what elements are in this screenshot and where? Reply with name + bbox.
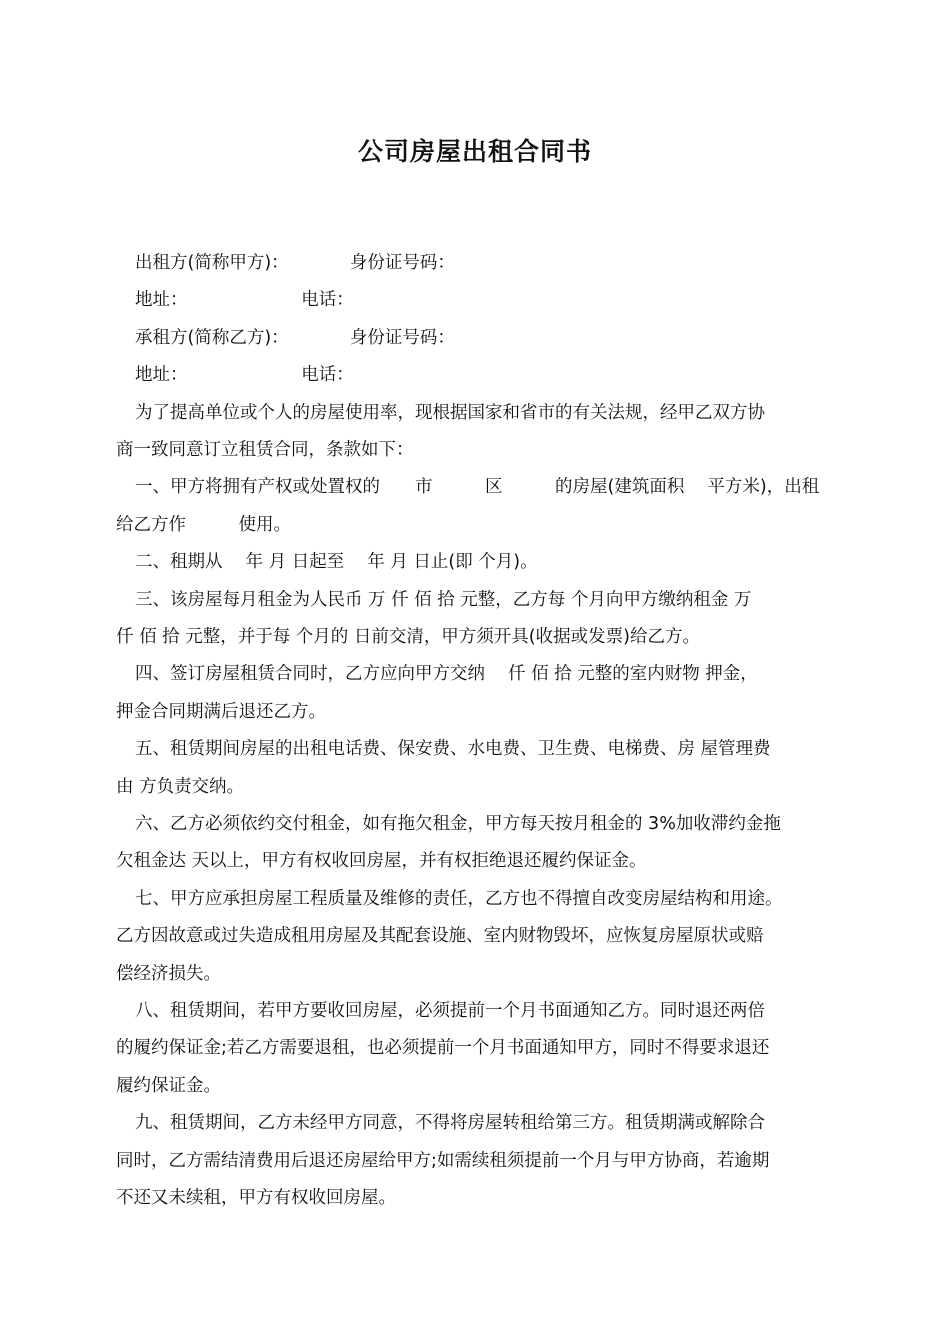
clause-9-line-2: 同时，乙方需结清费用后退还房屋给甲方;如需续租须提前一个月与甲方协商，若逾期 xyxy=(116,1150,770,1171)
clause-9-line-1: 九、租赁期间，乙方未经甲方同意，不得将房屋转租给第三方。租赁期满或解除合 xyxy=(135,1113,765,1134)
clause-8-line-2: 的履约保证金;若乙方需要退租，也必须提前一个月书面通知甲方，同时不得要求退还 xyxy=(116,1038,770,1059)
clause-8-line-3: 履约保证金。 xyxy=(116,1075,221,1096)
clause-3-line-2: 仟 佰 拾 元整，并于每 个月的 日前交清，甲方须开具(收据或发票)给乙方。 xyxy=(116,627,700,647)
clause-8-line-1: 八、租赁期间，若甲方要收回房屋，必须提前一个月书面通知乙方。同时退还两倍 xyxy=(135,1001,765,1021)
clause-7-line-3: 偿经济损失。 xyxy=(116,963,221,984)
clause-6-line-2: 欠租金达 天以上，甲方有权收回房屋，并有权拒绝退还履约保证金。 xyxy=(116,851,647,872)
clause-1-line-1: 一、甲方将拥有产权或处置权的 市 区 的房屋(建筑面积 平方米)，出租 xyxy=(135,477,820,498)
lessee-address-line: 地址： 电话： xyxy=(135,365,354,386)
clause-3-line-1: 三、该房屋每月租金为人民币 万 仟 佰 拾 元整，乙方每 个月向甲方缴纳租金 万 xyxy=(135,589,752,610)
preamble-line-1: 为了提高单位或个人的房屋使用率，现根据国家和省市的有关法规，经甲乙双方协 xyxy=(135,402,765,423)
lessee-line: 承租方(简称乙方)： 身份证号码： xyxy=(135,327,455,348)
clause-5-line-1: 五、租赁期间房屋的出租电话费、保安费、水电费、卫生费、电梯费、房 屋管理费 xyxy=(135,739,771,760)
clause-9-line-3: 不还又未续租，甲方有权收回房屋。 xyxy=(116,1188,396,1208)
clause-7-line-1: 七、甲方应承担房屋工程质量及维修的责任，乙方也不得擅自改变房屋结构和用途。 xyxy=(135,888,783,909)
clause-5-line-2: 由 方负责交纳。 xyxy=(116,776,245,797)
lessor-address-line: 地址： 电话： xyxy=(135,290,354,311)
clause-4-line-1: 四、签订房屋租赁合同时，乙方应向甲方交纳 仟 佰 拾 元整的室内财物 押金， xyxy=(135,664,758,685)
lessor-line: 出租方(简称甲方)： 身份证号码： xyxy=(135,253,455,273)
clause-7-line-2: 乙方因故意或过失造成租用房屋及其配套设施、室内财物毁坏，应恢复房屋原状或赔 xyxy=(116,926,764,947)
document-title: 公司房屋出租合同书 xyxy=(357,137,592,166)
clause-2-line-1: 二、租期从 年 月 日起至 年 月 日止(即 个月)。 xyxy=(135,552,538,573)
clause-6-line-1: 六、乙方必须依约交付租金，如有拖欠租金，甲方每天按月租金的 3%加收滞约金拖 xyxy=(135,814,781,834)
clause-1-line-2: 给乙方作 使用。 xyxy=(116,514,291,535)
preamble-line-2: 商一致同意订立租赁合同，条款如下： xyxy=(116,440,414,460)
clause-4-line-2: 押金合同期满后退还乙方。 xyxy=(116,701,326,722)
